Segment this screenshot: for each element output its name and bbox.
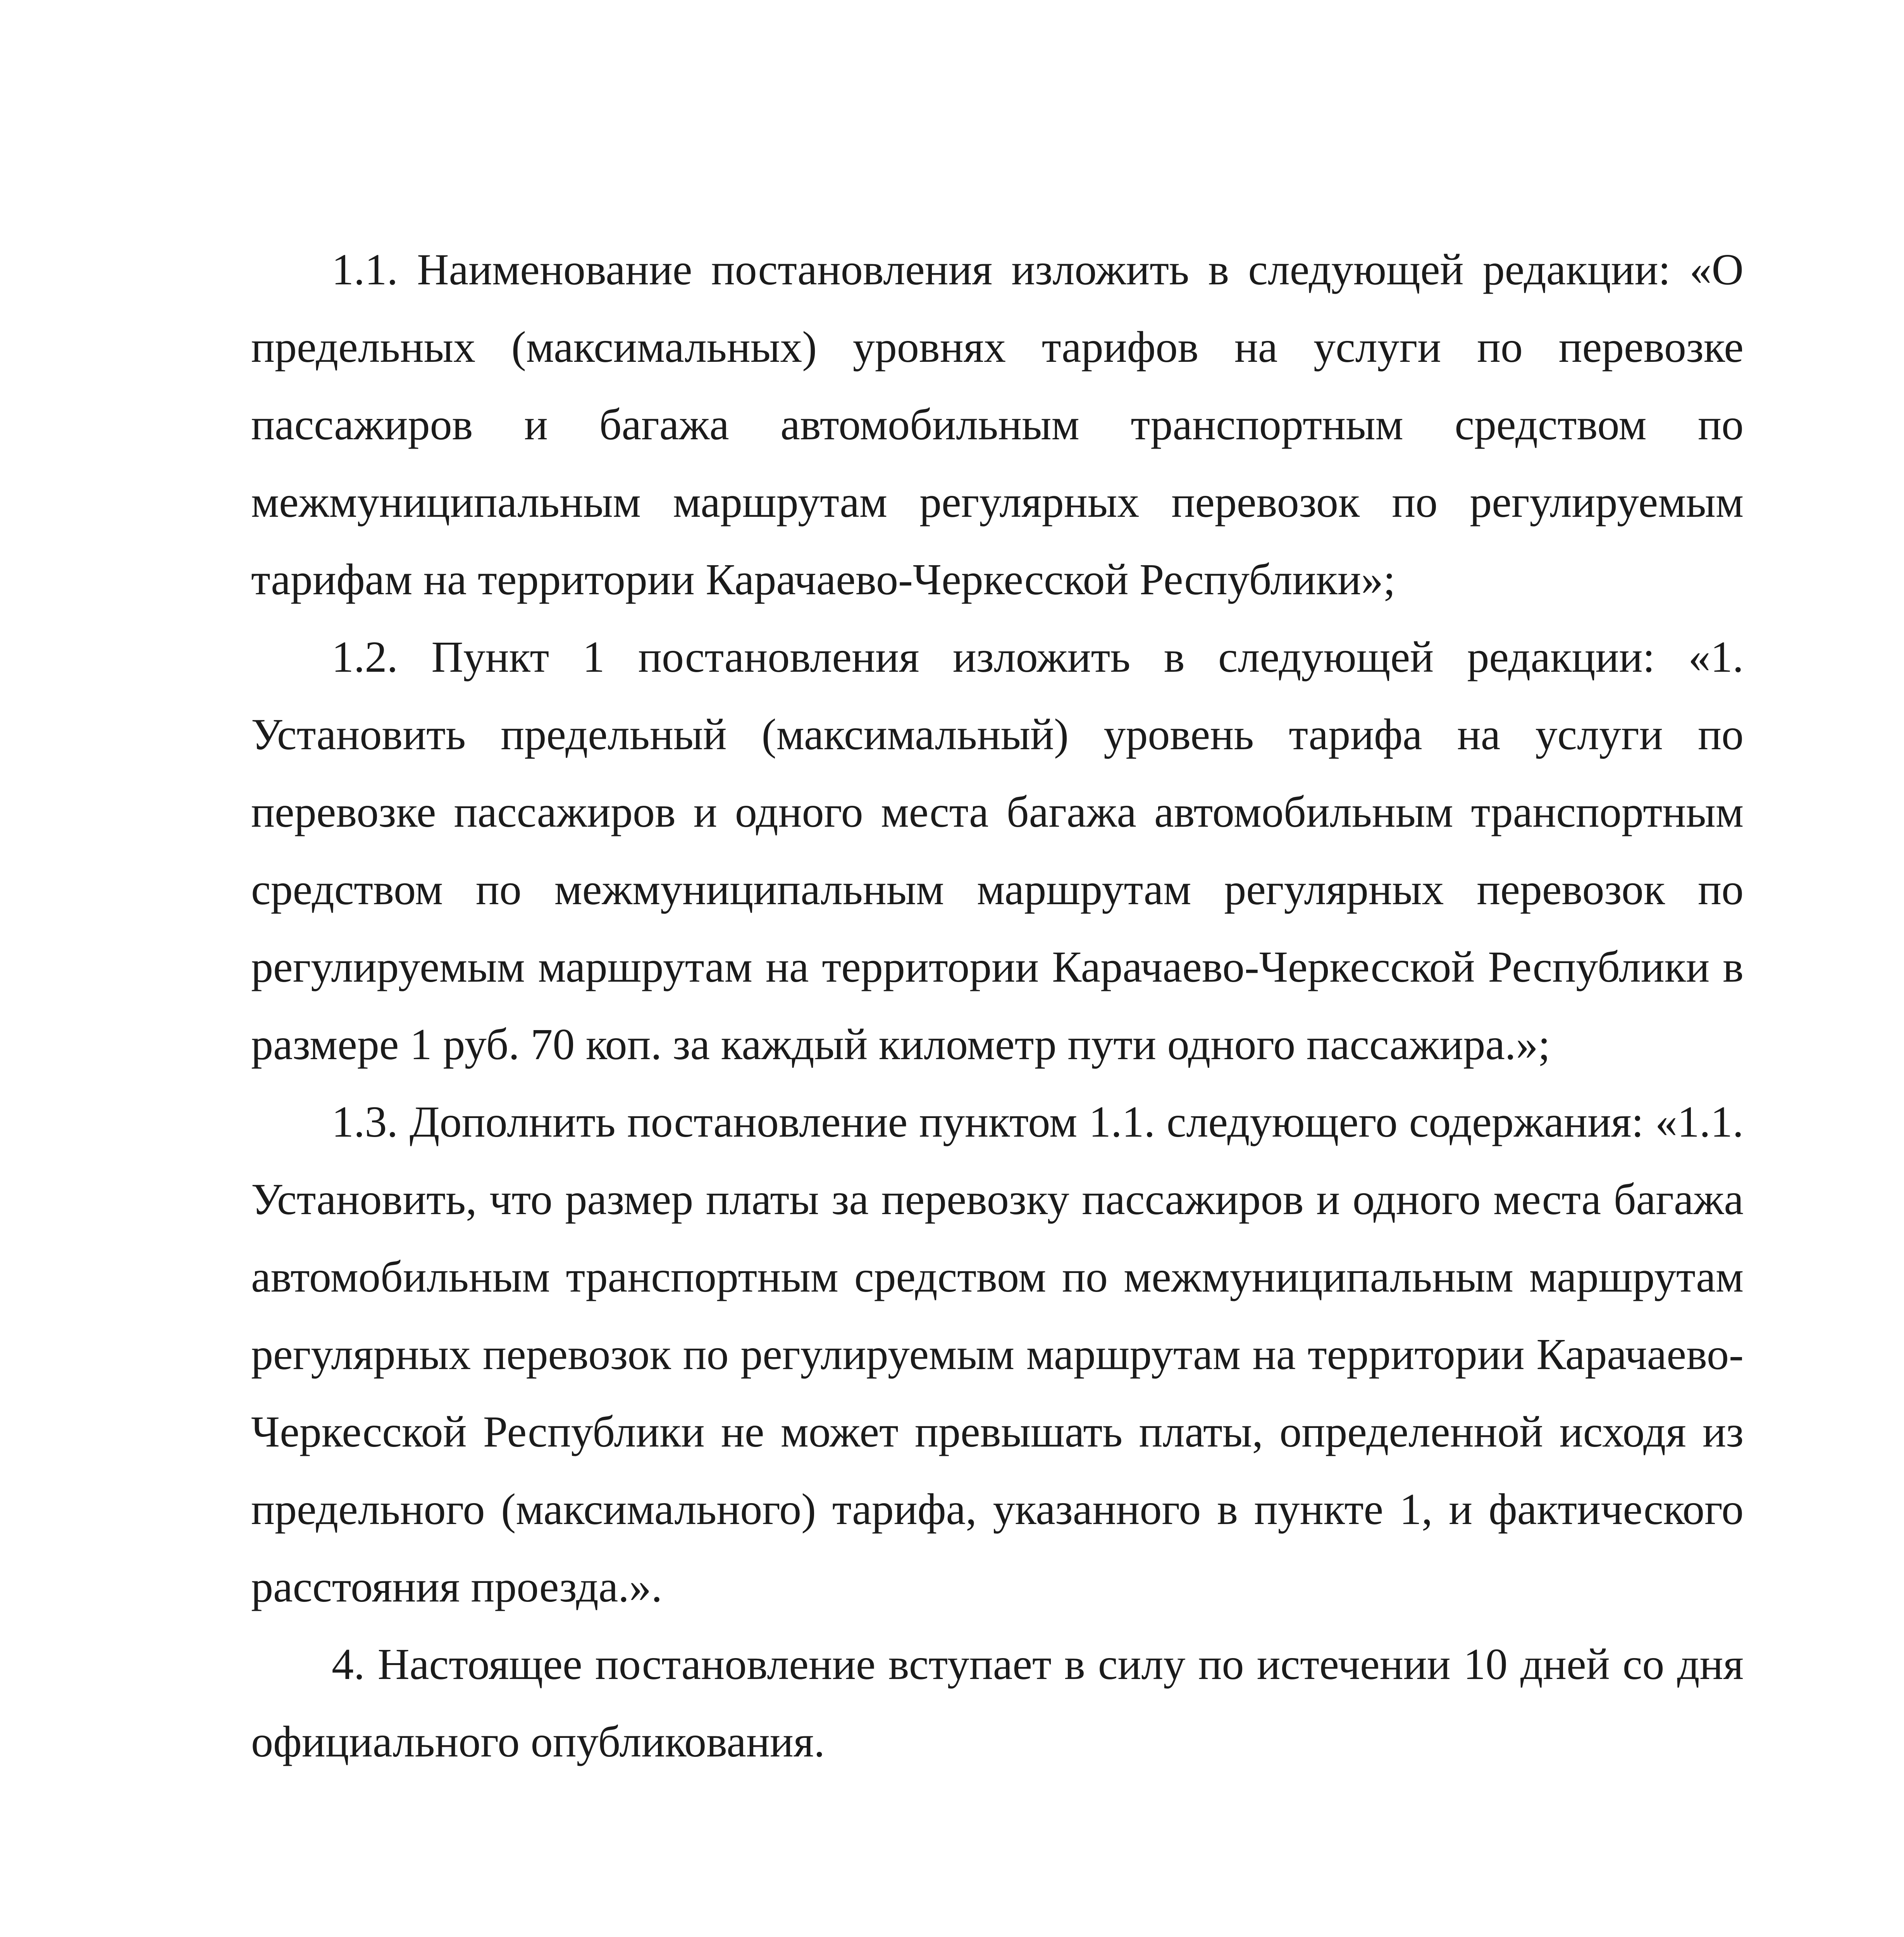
paragraph-4: 4. Настоящее постановление вступает в силу по истечении 10 дней со дня официального опубликования. <box>251 1639 1744 1766</box>
paragraph-1-1: 1.1. Наименование постановления изложить в следующей редакции: «О предельных (максимальных) уровнях тарифов на услуги по перевозке пассажиров и багажа автомобильным транспортным средством по межмуниципальным маршрутам регулярных перевозок по регулируемым тарифам на территории Карачаево-Черкесской Республики»; <box>251 245 1744 604</box>
document-body <box>251 231 1744 1780</box>
paragraph-1-3: 1.3. Дополнить постановление пунктом 1.1. следующего содержания: «1.1. Установить, что размер платы за перевозку пассажиров и одного места багажа автомобильным транспортным средством по межмуниципальным маршрутам регулярных перевозок по регулируемым маршрутам на территории Карачаево-Черкесской Республики не может превышать платы, определенной исходя из предельного (максимального) тарифа, указанного в пункте 1, и фактического расстояния проезда.». <box>251 1097 1744 1611</box>
paragraph-1-2: 1.2. Пункт 1 постановления изложить в следующей редакции: «1. Установить предельный (максимальный) уровень тарифа на услуги по перевозке пассажиров и одного места багажа автомобильным транспортным средством по межмуниципальным маршрутам регулярных перевозок по регулируемым маршрутам на территории Карачаево-Черкесской Республики в размере 1 руб. 70 коп. за каждый километр пути одного пассажира.»; <box>251 632 1744 1069</box>
